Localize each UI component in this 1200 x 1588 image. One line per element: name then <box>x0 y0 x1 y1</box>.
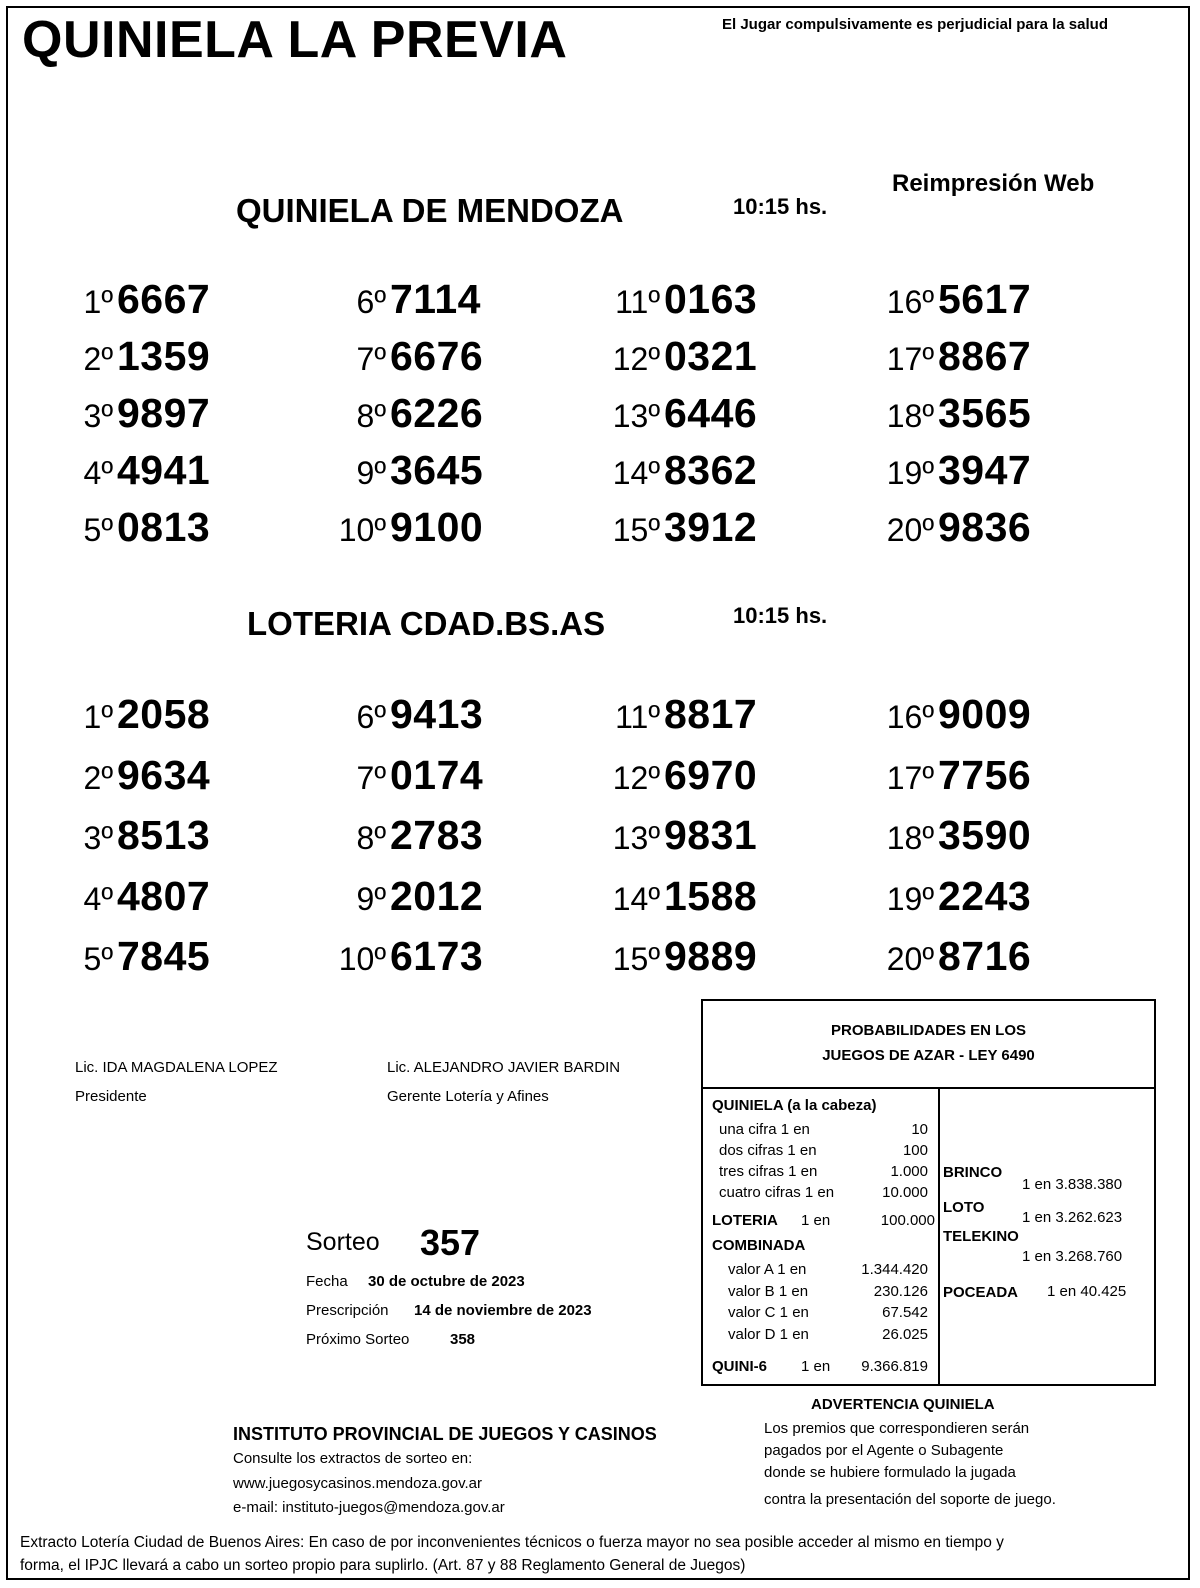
result-position: 14º <box>612 880 660 917</box>
result-position: 7º <box>356 341 386 377</box>
result-cell <box>83 872 211 920</box>
result-cell <box>356 751 484 799</box>
result-position: 10º <box>338 941 386 977</box>
institute-line-1: Consulte los extractos de sorteo en: <box>233 1450 473 1467</box>
result-cell <box>83 812 211 859</box>
result-position: 9º <box>356 880 386 917</box>
institute-name: INSTITUTO PROVINCIAL DE JUEGOS Y CASINOS <box>233 1424 657 1444</box>
result-cell <box>338 933 484 980</box>
prob-row-value: 10.000 <box>882 1184 928 1201</box>
signature-2-role: Gerente Lotería y Afines <box>387 1088 549 1105</box>
result-cell <box>612 872 758 920</box>
result-cell <box>886 691 1032 738</box>
result-position: 12º <box>612 341 660 377</box>
result-position: 2º <box>83 759 113 796</box>
proximo-label: Próximo Sorteo <box>306 1331 410 1348</box>
probabilities-title-line2: JUEGOS DE AZAR - LEY 6490 <box>822 1047 1035 1064</box>
probabilities-title-line1: PROBABILIDADES EN LOS <box>830 1022 1026 1039</box>
brinco-prob-label: BRINCO <box>943 1164 1003 1181</box>
result-position: 6º <box>356 284 386 320</box>
result-cell <box>886 504 1032 551</box>
result-number: 8716 <box>938 933 1032 979</box>
result-number: 8513 <box>117 812 211 858</box>
result-cell <box>886 447 1032 494</box>
prescripcion-value: 14 de noviembre de 2023 <box>414 1302 592 1319</box>
result-number: 6446 <box>664 390 758 436</box>
signature-2-name: Lic. ALEJANDRO JAVIER BARDIN <box>387 1059 621 1076</box>
prob-row-label: tres cifras 1 en <box>719 1163 818 1180</box>
result-number: 0813 <box>117 504 211 550</box>
result-cell <box>83 390 211 437</box>
signature-1-role: Presidente <box>75 1088 147 1105</box>
result-position: 13º <box>612 398 660 434</box>
result-cell <box>83 276 211 323</box>
advertencia-title: ADVERTENCIA QUINIELA <box>811 1396 995 1413</box>
result-cell <box>612 447 758 494</box>
result-cell <box>612 333 758 380</box>
prob-row-value: 1.344.420 <box>861 1261 928 1278</box>
prob-row-value: 230.126 <box>873 1282 928 1300</box>
result-cell <box>612 812 758 859</box>
result-position: 1º <box>83 284 113 320</box>
result-cell <box>356 333 484 380</box>
quini6-prob-label: QUINI-6 <box>712 1358 768 1375</box>
result-number: 3590 <box>938 812 1032 858</box>
telekino-prob-label: TELEKINO <box>943 1228 1019 1245</box>
result-cell <box>886 812 1032 859</box>
loteria-prob-en: 1 en <box>801 1212 831 1229</box>
advertencia-line-2: pagados por el Agente o Subagente <box>764 1442 1004 1459</box>
result-number: 0174 <box>390 751 484 798</box>
result-position: 11º <box>615 284 660 320</box>
result-position: 13º <box>612 820 660 856</box>
result-position: 16º <box>886 284 934 320</box>
result-number: 2012 <box>390 872 484 919</box>
prob-row-value: 1.000 <box>890 1163 928 1180</box>
result-position: 3º <box>83 398 113 434</box>
result-cell <box>356 276 481 323</box>
result-position: 3º <box>83 820 113 856</box>
result-position: 5º <box>83 512 113 548</box>
result-position: 9º <box>356 455 386 491</box>
telekino-prob-value: 1 en 3.268.760 <box>1022 1248 1123 1265</box>
result-position: 1º <box>83 699 113 735</box>
result-number: 1588 <box>664 872 758 919</box>
result-position: 14º <box>612 455 660 491</box>
result-position: 12º <box>612 759 660 796</box>
result-number: 4807 <box>117 872 211 919</box>
result-position: 4º <box>83 455 113 491</box>
institute-email: e-mail: instituto-juegos@mendoza.gov.ar <box>233 1499 505 1516</box>
result-number: 7845 <box>117 933 211 979</box>
result-number: 5617 <box>938 276 1032 322</box>
poceada-prob-label: POCEADA <box>943 1284 1019 1301</box>
result-cell <box>338 504 484 551</box>
result-cell <box>356 872 484 920</box>
prob-row-label: valor A 1 en <box>728 1261 807 1278</box>
mendoza-section-title: QUINIELA DE MENDOZA <box>236 192 624 229</box>
result-number: 2783 <box>390 812 484 858</box>
result-position: 16º <box>886 699 934 735</box>
result-cell <box>612 504 758 551</box>
result-position: 18º <box>886 398 934 434</box>
result-number: 1359 <box>117 333 211 379</box>
prob-row-value: 100 <box>902 1142 928 1159</box>
proximo-value: 358 <box>450 1331 476 1348</box>
result-number: 6173 <box>390 933 484 979</box>
result-cell <box>356 390 484 437</box>
result-cell <box>356 691 484 738</box>
fecha-label: Fecha <box>306 1273 348 1290</box>
advertencia-line-1: Los premios que correspondieren serán <box>764 1420 1030 1437</box>
result-position: 17º <box>886 341 934 377</box>
result-number: 6226 <box>390 390 484 436</box>
poceada-prob-value: 1 en 40.425 <box>1047 1283 1127 1300</box>
result-cell <box>83 504 211 551</box>
result-number: 8817 <box>664 691 758 737</box>
reprint-label: Reimpresión Web <box>892 170 1095 197</box>
result-number: 6676 <box>390 333 484 379</box>
combinada-prob-label: COMBINADA <box>712 1237 806 1254</box>
result-number: 8362 <box>664 447 758 493</box>
prob-row-value: 26.025 <box>882 1325 928 1343</box>
prob-row-value: 67.542 <box>882 1304 928 1321</box>
result-position: 15º <box>612 512 660 548</box>
result-number: 3565 <box>938 390 1032 436</box>
mendoza-section-time: 10:15 hs. <box>733 194 828 219</box>
result-position: 19º <box>886 880 934 917</box>
fecha-value: 30 de octubre de 2023 <box>368 1273 525 1290</box>
result-position: 2º <box>83 341 113 377</box>
result-number: 3947 <box>938 447 1032 493</box>
result-number: 7114 <box>390 276 481 322</box>
health-warning: El Jugar compulsivamente es perjudicial para la salud <box>722 16 1108 33</box>
probabilities-divider <box>938 1087 940 1386</box>
signature-1-name: Lic. IDA MAGDALENA LOPEZ <box>75 1059 278 1076</box>
result-number: 0321 <box>664 333 758 379</box>
sorteo-label: Sorteo <box>306 1228 380 1256</box>
result-cell <box>83 691 211 738</box>
result-number: 2058 <box>117 691 211 737</box>
result-cell <box>886 333 1032 380</box>
brinco-prob-value: 1 en 3.838.380 <box>1022 1176 1123 1193</box>
result-cell <box>886 390 1032 437</box>
result-cell <box>356 812 484 859</box>
result-position: 17º <box>886 759 934 796</box>
loto-prob-label: LOTO <box>943 1199 985 1216</box>
advertencia-line-4: contra la presentación del soporte de juego. <box>764 1491 1056 1508</box>
result-number: 0163 <box>664 276 758 322</box>
footer-line-2: forma, el IPJC llevará a cabo un sorteo propio para suplirlo. (Art. 87 y 88 Reglamento General de Juegos) <box>20 1557 746 1574</box>
result-cell <box>612 933 758 980</box>
result-number: 9100 <box>390 504 484 550</box>
result-position: 20º <box>886 941 934 977</box>
quini6-prob-en: 1 en <box>801 1358 831 1375</box>
result-cell <box>615 691 758 738</box>
ciudad-section-title: LOTERIA CDAD.BS.AS <box>247 605 606 642</box>
result-cell <box>886 751 1032 799</box>
result-number: 9009 <box>938 691 1032 737</box>
prob-row-label: valor D 1 en <box>728 1325 809 1343</box>
result-number: 9889 <box>664 933 758 979</box>
result-position: 7º <box>356 759 386 796</box>
result-position: 8º <box>356 398 386 434</box>
ciudad-section-time: 10:15 hs. <box>733 603 828 628</box>
footer-line-1: Extracto Lotería Ciudad de Buenos Aires: En caso de por inconvenientes técnicos o fuerza mayor no sea posible acceder al mismo en tiempo y <box>20 1534 1004 1551</box>
result-position: 11º <box>615 699 660 735</box>
quiniela-prob-title: QUINIELA (a la cabeza) <box>712 1097 877 1114</box>
prob-row-label: cuatro cifras 1 en <box>719 1184 835 1201</box>
result-number: 7756 <box>938 751 1032 798</box>
institute-web: www.juegosycasinos.mendoza.gov.ar <box>233 1475 483 1492</box>
result-position: 5º <box>83 941 113 977</box>
result-cell <box>886 872 1032 920</box>
result-cell <box>83 933 211 980</box>
loteria-prob-value: 100.000 <box>880 1212 935 1229</box>
advertencia-line-3: donde se hubiere formulado la jugada <box>764 1464 1016 1481</box>
prob-row-value: 10 <box>911 1121 928 1138</box>
result-position: 10º <box>338 512 386 548</box>
result-cell <box>83 447 211 494</box>
result-cell <box>886 933 1032 980</box>
result-cell <box>356 447 484 494</box>
result-position: 18º <box>886 820 934 856</box>
result-position: 4º <box>83 880 113 917</box>
result-number: 3912 <box>664 504 758 550</box>
loto-prob-value: 1 en 3.262.623 <box>1022 1209 1123 1226</box>
page-title: QUINIELA LA PREVIA <box>22 11 568 69</box>
result-number: 9897 <box>117 390 211 436</box>
result-number: 9831 <box>664 812 758 858</box>
result-position: 19º <box>886 455 934 491</box>
result-cell <box>612 390 758 437</box>
prob-row-label: una cifra 1 en <box>719 1121 810 1138</box>
result-cell <box>612 751 758 799</box>
result-number: 6970 <box>664 751 758 798</box>
result-cell <box>83 751 211 799</box>
result-position: 6º <box>356 699 386 735</box>
result-cell <box>83 333 211 380</box>
prob-row-label: valor B 1 en <box>728 1282 809 1300</box>
result-number: 2243 <box>938 872 1032 919</box>
result-number: 8867 <box>938 333 1032 379</box>
result-number: 9634 <box>117 751 211 798</box>
result-number: 9413 <box>390 691 484 737</box>
result-number: 4941 <box>117 447 211 493</box>
loteria-prob-label: LOTERIA <box>712 1212 778 1229</box>
quini6-prob-value: 9.366.819 <box>861 1358 928 1375</box>
result-number: 9836 <box>938 504 1032 550</box>
result-cell <box>615 276 758 323</box>
result-position: 15º <box>612 941 660 977</box>
prob-row-label: dos cifras 1 en <box>719 1142 817 1159</box>
prob-row-label: valor C 1 en <box>728 1304 809 1321</box>
result-number: 6667 <box>117 276 211 322</box>
result-position: 8º <box>356 820 386 856</box>
result-position: 20º <box>886 512 934 548</box>
result-cell <box>886 276 1032 323</box>
sorteo-number: 357 <box>420 1222 481 1263</box>
prescripcion-label: Prescripción <box>306 1302 389 1319</box>
result-number: 3645 <box>390 447 484 493</box>
